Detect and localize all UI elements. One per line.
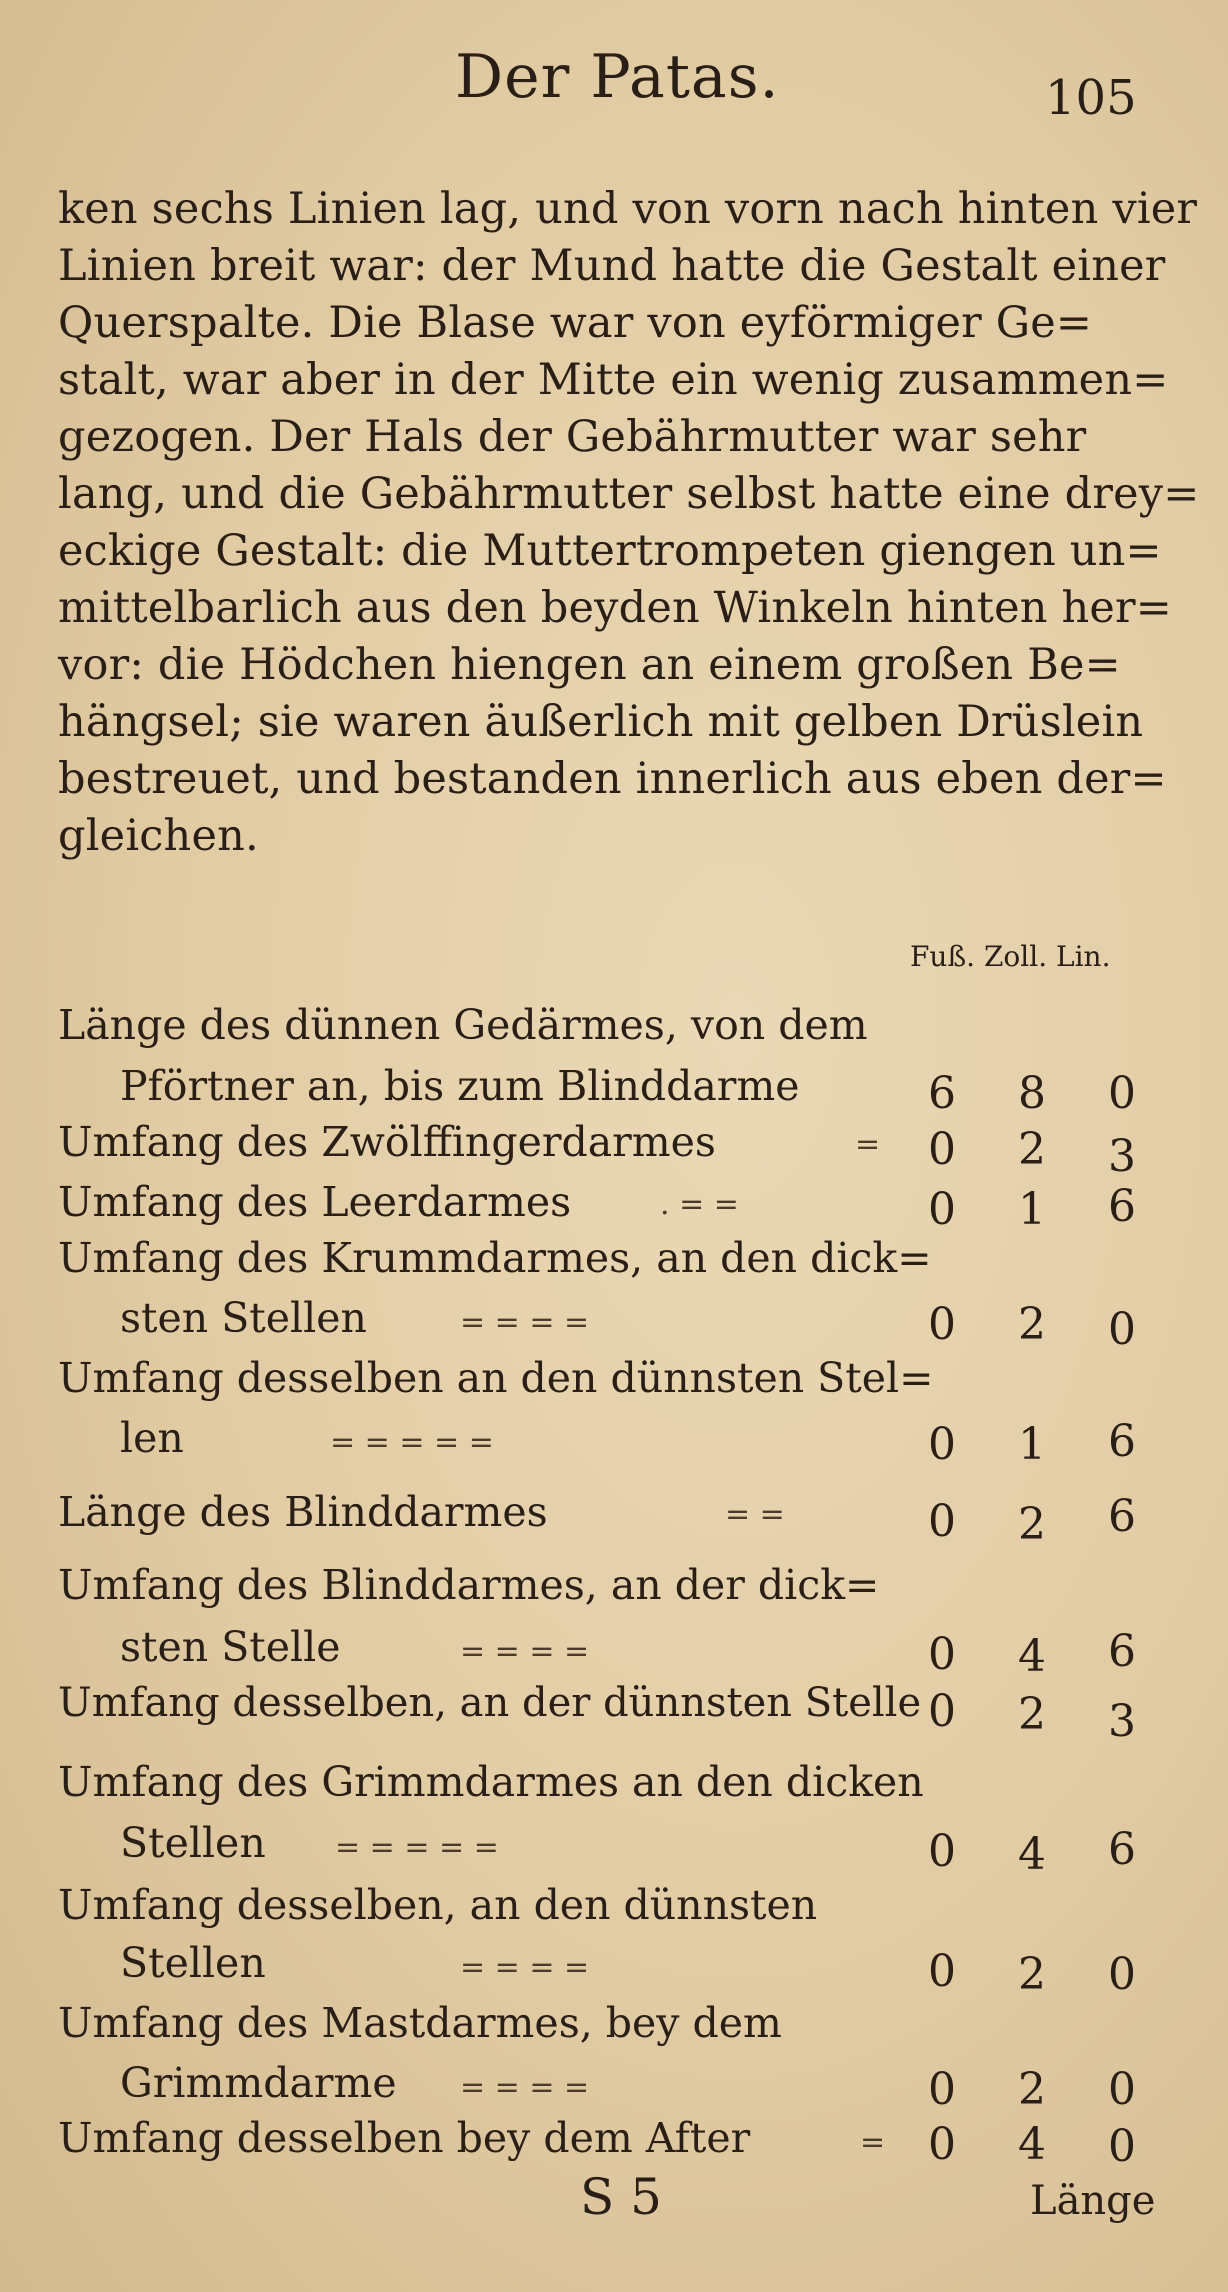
table-row-label: Umfang desselben, an der dünnsten Stelle bbox=[58, 1680, 922, 1726]
value-zoll: 2 bbox=[1018, 1124, 1046, 1175]
leader-marks: = = = = = bbox=[335, 1830, 499, 1865]
value-fuss: 0 bbox=[928, 2119, 956, 2170]
value-zoll: 8 bbox=[1018, 1068, 1046, 1119]
value-linie: 0 bbox=[1108, 1949, 1136, 2000]
value-linie: 6 bbox=[1108, 1626, 1136, 1677]
text-line: bestreuet, und bestanden innerlich aus eben der= bbox=[58, 754, 1167, 804]
table-row-label: Länge des dünnen Gedärmes, von dem bbox=[58, 1001, 868, 1049]
value-zoll: 2 bbox=[1018, 1689, 1046, 1740]
value-fuss: 0 bbox=[928, 1184, 956, 1235]
table-row-label: Stellen bbox=[120, 1939, 266, 1987]
table-row-label: Umfang desselben bey dem After bbox=[58, 2114, 751, 2162]
signature-mark: S 5 bbox=[580, 2168, 662, 2226]
value-linie: 3 bbox=[1108, 1131, 1136, 1182]
leader-marks: = = = = bbox=[460, 1634, 590, 1669]
value-fuss: 0 bbox=[928, 1826, 956, 1877]
value-zoll: 1 bbox=[1018, 1184, 1046, 1235]
value-linie: 0 bbox=[1108, 1304, 1136, 1355]
table-row-label: Pförtner an, bis zum Blinddarme bbox=[120, 1062, 800, 1110]
value-zoll: 2 bbox=[1018, 1499, 1046, 1550]
value-fuss: 0 bbox=[928, 2064, 956, 2115]
value-zoll: 4 bbox=[1018, 1829, 1046, 1880]
text-line: gezogen. Der Hals der Gebährmutter war sehr bbox=[58, 412, 1087, 462]
value-zoll: 2 bbox=[1018, 1299, 1046, 1350]
page-number: 105 bbox=[1045, 70, 1137, 126]
text-line: lang, und die Gebährmutter selbst hatte eine drey= bbox=[58, 469, 1200, 519]
value-linie: 6 bbox=[1108, 1824, 1136, 1875]
table-row-label: Grimmdarme bbox=[120, 2059, 397, 2107]
value-linie: 6 bbox=[1108, 1491, 1136, 1542]
table-row-label: Umfang des Krummdarmes, an den dick= bbox=[58, 1234, 932, 1282]
table-row-label: sten Stelle bbox=[120, 1623, 341, 1671]
leader-marks: = = = = bbox=[460, 1305, 590, 1340]
table-row-label: Umfang desselben an den dünnsten Stel= bbox=[58, 1354, 934, 1402]
text-line: Linien breit war: der Mund hatte die Gestalt einer bbox=[58, 241, 1166, 291]
value-fuss: 0 bbox=[928, 1419, 956, 1470]
value-linie: 0 bbox=[1108, 1068, 1136, 1119]
table-row-label: sten Stellen bbox=[120, 1294, 367, 1342]
table-row-label: Umfang des Zwölffingerdarmes bbox=[58, 1118, 716, 1166]
text-line: hängsel; sie waren äußerlich mit gelben Drüslein bbox=[58, 697, 1144, 747]
value-fuss: 0 bbox=[928, 1299, 956, 1350]
value-linie: 0 bbox=[1108, 2121, 1136, 2172]
value-linie: 0 bbox=[1108, 2064, 1136, 2115]
leader-marks: = = bbox=[725, 1497, 785, 1532]
running-title: Der Patas. bbox=[455, 42, 780, 112]
value-zoll: 1 bbox=[1018, 1419, 1046, 1470]
value-linie: 6 bbox=[1108, 1416, 1136, 1467]
text-line: stalt, war aber in der Mitte ein wenig zusammen= bbox=[58, 355, 1169, 405]
text-line: gleichen. bbox=[58, 811, 259, 861]
text-line: Querspalte. Die Blase war von eyförmiger Ge= bbox=[58, 298, 1093, 348]
table-row-label: Umfang des Leerdarmes bbox=[58, 1178, 572, 1226]
value-fuss: 0 bbox=[928, 1686, 956, 1737]
value-zoll: 2 bbox=[1018, 1949, 1046, 2000]
leader-marks: . = = bbox=[660, 1187, 739, 1222]
text-line: ken sechs Linien lag, und von vorn nach hinten vier bbox=[58, 184, 1198, 234]
table-row-label: Umfang des Blinddarmes, an der dick= bbox=[58, 1561, 880, 1609]
value-linie: 3 bbox=[1108, 1696, 1136, 1747]
leader-marks: = bbox=[855, 1127, 881, 1162]
value-zoll: 4 bbox=[1018, 1631, 1046, 1682]
value-fuss: 0 bbox=[928, 1629, 956, 1680]
table-row-label: Stellen bbox=[120, 1819, 266, 1867]
value-fuss: 0 bbox=[928, 1496, 956, 1547]
table-column-header: Fuß. Zoll. Lin. bbox=[910, 940, 1111, 973]
text-line: mittelbarlich aus den beyden Winkeln hinten her= bbox=[58, 583, 1173, 633]
value-fuss: 6 bbox=[928, 1068, 956, 1119]
value-fuss: 0 bbox=[928, 1946, 956, 1997]
table-row-label: Umfang des Mastdarmes, bey dem bbox=[58, 1999, 782, 2047]
leader-marks: = = = = bbox=[460, 1950, 590, 1985]
table-row-label: len bbox=[120, 1414, 184, 1462]
table-row-label: Umfang des Grimmdarmes an den dicken bbox=[58, 1758, 924, 1806]
leader-marks: = bbox=[860, 2125, 886, 2160]
leader-marks: = = = = = bbox=[330, 1425, 494, 1460]
value-linie: 6 bbox=[1108, 1181, 1136, 1232]
value-zoll: 4 bbox=[1018, 2119, 1046, 2170]
table-row-label: Umfang desselben, an den dünnsten bbox=[58, 1881, 818, 1929]
text-line: vor: die Hödchen hiengen an einem großen Be= bbox=[58, 640, 1121, 690]
catchword: Länge bbox=[1030, 2178, 1156, 2224]
value-fuss: 0 bbox=[928, 1124, 956, 1175]
table-row-label: Länge des Blinddarmes bbox=[58, 1488, 548, 1536]
text-line: eckige Gestalt: die Muttertrompeten giengen un= bbox=[58, 526, 1162, 576]
value-zoll: 2 bbox=[1018, 2064, 1046, 2115]
leader-marks: = = = = bbox=[460, 2070, 590, 2105]
